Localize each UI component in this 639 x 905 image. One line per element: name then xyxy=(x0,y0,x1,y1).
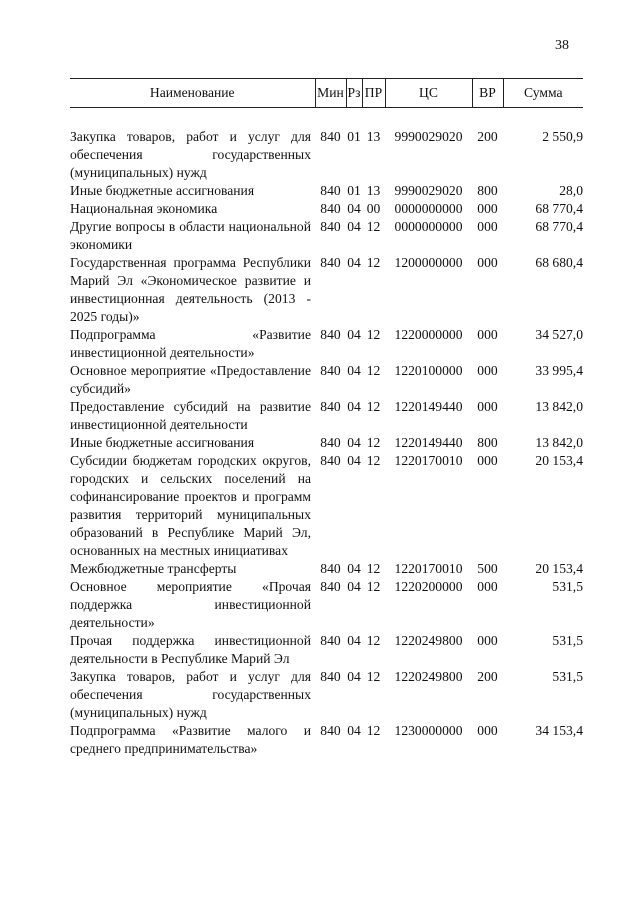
cell-cs: 1220170010 xyxy=(394,453,463,468)
cell-vr: 800 xyxy=(477,183,498,198)
header-cs: ЦС xyxy=(385,79,472,108)
header-vr: ВР xyxy=(472,79,503,108)
cell-pr: 12 xyxy=(366,453,381,468)
cell-rz: 04 xyxy=(347,579,361,594)
table-header xyxy=(70,79,583,108)
page-number: 38 xyxy=(555,38,569,53)
cell-cs: 1220249800 xyxy=(394,669,463,684)
cell-pr: 12 xyxy=(366,723,381,738)
cell-sum: 531,5 xyxy=(552,579,583,594)
cell-cs: 1220100000 xyxy=(394,363,463,378)
cell-cs: 1220149440 xyxy=(394,399,463,414)
table-body xyxy=(70,108,583,759)
cell-rz: 04 xyxy=(347,723,361,738)
table-row xyxy=(70,722,583,758)
cell-sum: 13 842,0 xyxy=(535,435,583,450)
table-row xyxy=(70,254,583,326)
table-row xyxy=(70,668,583,722)
table-row xyxy=(70,128,583,182)
cell-pr: 12 xyxy=(366,579,381,594)
cell-cs: 1220170010 xyxy=(394,561,463,576)
cell-vr: 000 xyxy=(477,579,498,594)
cell-sum: 68 680,4 xyxy=(535,255,583,270)
cell-min: 840 xyxy=(320,129,341,144)
cell-vr: 000 xyxy=(477,633,498,648)
cell-rz: 04 xyxy=(347,363,361,378)
cell-name: Другие вопросы в области национальной экономики xyxy=(70,219,311,252)
table-row xyxy=(70,398,583,434)
cell-vr: 000 xyxy=(477,399,498,414)
cell-cs: 1220000000 xyxy=(394,327,463,342)
cell-vr: 200 xyxy=(477,669,498,684)
cell-min: 840 xyxy=(320,327,341,342)
cell-vr: 200 xyxy=(477,129,498,144)
cell-name: Предоставление субсидий на развитие инвестиционной деятельности xyxy=(70,399,311,432)
cell-name: Национальная экономика xyxy=(70,201,218,216)
table-row xyxy=(70,560,583,578)
cell-sum: 68 770,4 xyxy=(535,219,583,234)
cell-sum: 20 153,4 xyxy=(535,453,583,468)
cell-vr: 000 xyxy=(477,723,498,738)
cell-sum: 28,0 xyxy=(559,183,583,198)
cell-cs: 9990029020 xyxy=(394,129,463,144)
table-row xyxy=(70,182,583,200)
cell-sum: 34 153,4 xyxy=(535,723,583,738)
cell-rz: 04 xyxy=(347,561,361,576)
header-min: Мин xyxy=(315,79,346,108)
cell-rz: 04 xyxy=(347,255,361,270)
cell-vr: 000 xyxy=(477,219,498,234)
cell-name: Прочая поддержка инвестиционной деятельности в Республике Марий Эл xyxy=(70,633,311,666)
cell-min: 840 xyxy=(320,363,341,378)
cell-min: 840 xyxy=(320,201,341,216)
cell-min: 840 xyxy=(320,219,341,234)
cell-min: 840 xyxy=(320,633,341,648)
cell-rz: 04 xyxy=(347,201,361,216)
cell-cs: 9990029020 xyxy=(394,183,463,198)
cell-sum: 13 842,0 xyxy=(535,399,583,414)
cell-pr: 12 xyxy=(366,219,381,234)
cell-min: 840 xyxy=(320,453,341,468)
cell-pr: 13 xyxy=(366,129,381,144)
cell-vr: 000 xyxy=(477,255,498,270)
cell-name: Иные бюджетные ассигнования xyxy=(70,435,255,450)
cell-name: Закупка товаров, работ и услуг для обеспечения государственных (муниципальных) нужд xyxy=(70,669,311,720)
table-row xyxy=(70,632,583,668)
cell-name: Закупка товаров, работ и услуг для обеспечения государственных (муниципальных) нужд xyxy=(70,129,311,180)
table-row xyxy=(70,434,583,452)
cell-pr: 13 xyxy=(366,183,381,198)
cell-rz: 04 xyxy=(347,219,361,234)
table-row xyxy=(70,362,583,398)
cell-min: 840 xyxy=(320,255,341,270)
table-row xyxy=(70,200,583,218)
cell-cs: 0000000000 xyxy=(394,201,463,216)
cell-vr: 000 xyxy=(477,363,498,378)
cell-pr: 12 xyxy=(366,327,381,342)
cell-min: 840 xyxy=(320,399,341,414)
cell-sum: 20 153,4 xyxy=(535,561,583,576)
cell-rz: 01 xyxy=(347,129,361,144)
cell-name: Основное мероприятие «Прочая поддержка инвестиционной деятельности» xyxy=(70,579,311,630)
cell-pr: 12 xyxy=(366,669,381,684)
header-pr: ПР xyxy=(362,79,385,108)
cell-sum: 2 550,9 xyxy=(542,129,583,144)
cell-name: Субсидии бюджетам городских округов, городских и сельских поселений на софинансирование проектов и программ развития территорий муниципальных образований в Республике Марий Эл, основанных на местных инициативах xyxy=(70,453,311,558)
cell-vr: 500 xyxy=(477,561,498,576)
cell-min: 840 xyxy=(320,561,341,576)
cell-min: 840 xyxy=(320,435,341,450)
cell-pr: 00 xyxy=(366,201,381,216)
cell-name: Государственная программа Республики Марий Эл «Экономическое развитие и инвестиционная деятельность (2013 - 2025 годы)» xyxy=(70,255,311,324)
header-rz: Рз xyxy=(346,79,362,108)
cell-vr: 000 xyxy=(477,201,498,216)
cell-cs: 1230000000 xyxy=(394,723,463,738)
cell-cs: 1220249800 xyxy=(394,633,463,648)
cell-vr: 800 xyxy=(477,435,498,450)
cell-vr: 000 xyxy=(477,327,498,342)
cell-sum: 68 770,4 xyxy=(535,201,583,216)
table-row xyxy=(70,452,583,560)
header-sum: Сумма xyxy=(503,79,583,108)
cell-rz: 04 xyxy=(347,435,361,450)
cell-rz: 04 xyxy=(347,669,361,684)
cell-pr: 12 xyxy=(366,255,381,270)
cell-cs: 1200000000 xyxy=(394,255,463,270)
budget-table xyxy=(70,78,583,758)
cell-pr: 12 xyxy=(366,399,381,414)
cell-rz: 01 xyxy=(347,183,361,198)
cell-min: 840 xyxy=(320,183,341,198)
cell-min: 840 xyxy=(320,579,341,594)
cell-pr: 12 xyxy=(366,633,381,648)
cell-min: 840 xyxy=(320,669,341,684)
cell-rz: 04 xyxy=(347,633,361,648)
cell-vr: 000 xyxy=(477,453,498,468)
cell-sum: 531,5 xyxy=(552,633,583,648)
cell-sum: 34 527,0 xyxy=(535,327,583,342)
cell-pr: 12 xyxy=(366,561,381,576)
table-row xyxy=(70,578,583,632)
header-name: Наименование xyxy=(70,79,315,108)
cell-name: Межбюджетные трансферты xyxy=(70,561,237,576)
cell-pr: 12 xyxy=(366,435,381,450)
cell-pr: 12 xyxy=(366,363,381,378)
table-row xyxy=(70,326,583,362)
cell-rz: 04 xyxy=(347,453,361,468)
cell-name: Подпрограмма «Развитие малого и среднего предпринимательства» xyxy=(70,723,311,756)
cell-name: Основное мероприятие «Предоставление субсидий» xyxy=(70,363,311,396)
cell-cs: 1220149440 xyxy=(394,435,463,450)
cell-sum: 33 995,4 xyxy=(535,363,583,378)
cell-min: 840 xyxy=(320,723,341,738)
cell-cs: 0000000000 xyxy=(394,219,463,234)
cell-rz: 04 xyxy=(347,399,361,414)
cell-cs: 1220200000 xyxy=(394,579,463,594)
cell-name: Иные бюджетные ассигнования xyxy=(70,183,255,198)
cell-sum: 531,5 xyxy=(552,669,583,684)
cell-name: Подпрограмма «Развитие инвестиционной деятельности» xyxy=(70,327,311,360)
cell-rz: 04 xyxy=(347,327,361,342)
table-row xyxy=(70,218,583,254)
